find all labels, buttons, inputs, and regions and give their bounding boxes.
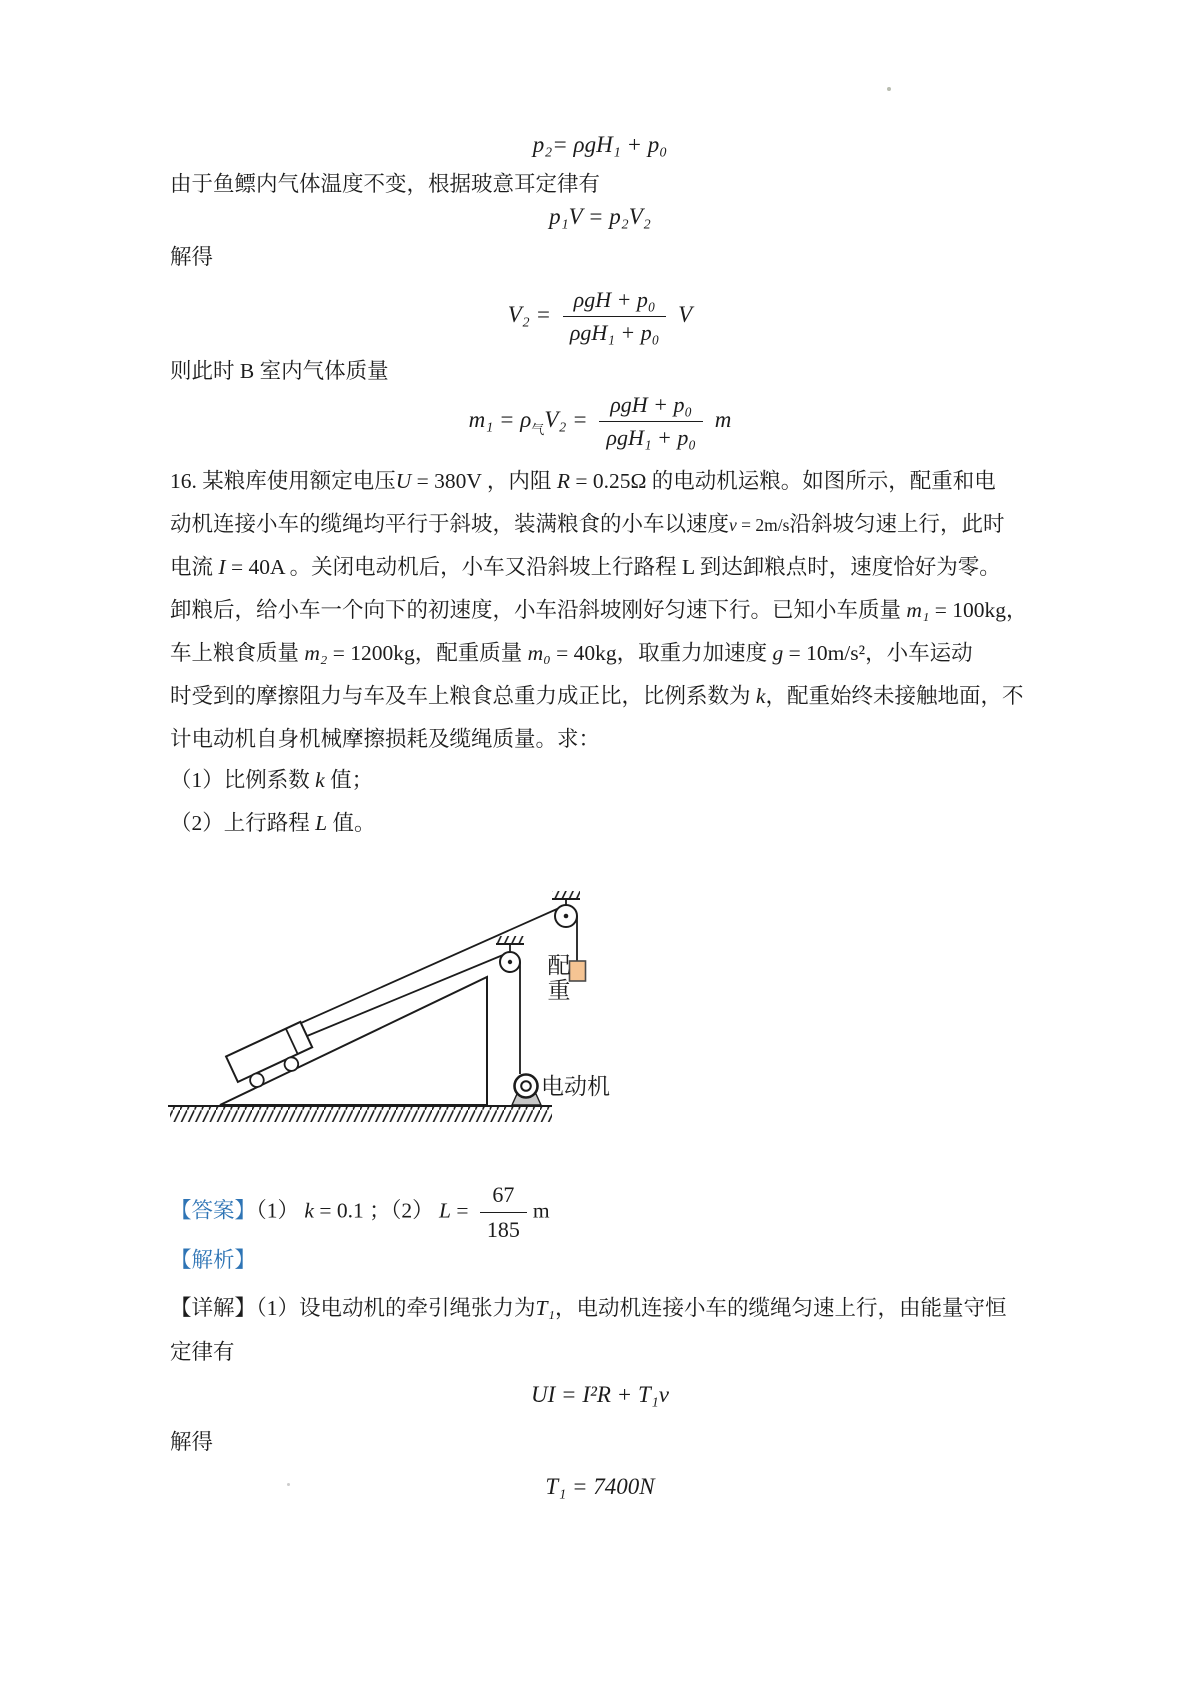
counterweight-label: 配重 <box>544 953 570 1003</box>
solve-label-1: 解得 <box>170 245 214 269</box>
motor <box>512 1075 541 1106</box>
problem-16-line: 车上粮食质量 m₂ = 1200kg，配重质量 m₀ = 40kg，取重力加速度 g = 10m/s²，小车运动 <box>170 641 973 665</box>
question-2: （2）上行路程 L 值。 <box>170 811 376 835</box>
formula-m1-fraction <box>599 391 703 452</box>
ground <box>168 1106 552 1122</box>
rope-to-counterweight <box>301 905 566 1023</box>
cart-body <box>226 1022 312 1082</box>
formula-t1: T₁ = 7400N <box>545 1474 655 1499</box>
formula-v2 <box>170 286 1030 347</box>
detail-line-2: 定律有 <box>170 1340 235 1364</box>
formula-v2-lhs: V₂ = <box>507 301 557 327</box>
problem-16-line: 电流 I = 40A 。关闭电动机后，小车又沿斜坡上行路程 L 到达卸粮点时，速度恰好为零。 <box>170 555 1001 579</box>
incline-pulley-motor-diagram <box>150 835 650 1130</box>
formula-m1-lhs2: V₂ = <box>544 406 594 432</box>
formula-m1 <box>170 391 1030 452</box>
formula-energy: UI = I²R + T₁v <box>531 1382 669 1407</box>
problem-16-line: 时受到的摩擦阻力与车及车上粮食总重力成正比，比例系数为 k，配重始终未接触地面，不 <box>170 684 1024 708</box>
problem-16-line: 动机连接小车的缆绳均平行于斜坡，装满粮食的小车以速度v = 2m/s沿斜坡匀速上行，此时 <box>170 512 1005 536</box>
formula-v2-fraction <box>563 286 667 347</box>
scan-artifact-dot <box>887 87 891 91</box>
motor-label: 电动机 <box>541 1074 610 1099</box>
formula-m1-rhs: m <box>708 406 732 432</box>
answer-text: （1） k = 0.1 ；（2） L = <box>256 1198 474 1223</box>
formula-boyle: p₁V = p₂V₂ <box>549 204 651 229</box>
answer-unit: m <box>532 1198 550 1223</box>
fraction-denominator: 185 <box>486 1217 520 1242</box>
problem-16-statement <box>170 460 1050 761</box>
answer-line <box>170 1180 1050 1245</box>
problem-16-line: 卸粮后，给小车一个向下的初速度，小车沿斜坡刚好匀速下行。已知小车质量 m₁ = 100kg， <box>170 598 1028 622</box>
motor-inner-ring <box>521 1081 531 1091</box>
fraction-numerator: ρgH + p₀ <box>599 391 703 422</box>
problem-16-line: 16. 某粮库使用额定电压U = 380V ，内阻 R = 0.25Ω 的电动机运粮。如图所示，配重和电 <box>170 469 996 493</box>
analysis-tag: 【解析】 <box>170 1248 257 1272</box>
fraction-denominator: ρgH₁ + p₀ <box>569 320 660 345</box>
formula-m1-lhs: m₁ = ρ <box>468 406 532 432</box>
solve-label-2: 解得 <box>170 1430 214 1454</box>
answer-tag: 【答案】 <box>170 1198 257 1223</box>
fraction-numerator: 67 <box>480 1180 527 1213</box>
counterweight-block <box>570 961 586 981</box>
fraction-numerator: ρgH + p₀ <box>563 286 667 317</box>
formula-v2-rhs: V <box>672 301 693 327</box>
formula-p2: p₂= ρgH₁ + p₀ <box>532 132 668 157</box>
grain-cart <box>226 1022 318 1094</box>
fraction-denominator: ρgH₁ + p₀ <box>606 425 696 450</box>
problem-16-line: 计电动机自身机械摩擦损耗及缆绳质量。求： <box>170 727 601 751</box>
answer-fraction <box>480 1180 527 1245</box>
detail-line-1: 【详解】（1）设电动机的牵引绳张力为T₁，电动机连接小车的缆绳匀速上行，由能量守恒 <box>170 1296 1007 1320</box>
rho-gas-subscript: 气 <box>531 421 545 437</box>
rope-to-motor <box>307 955 503 1036</box>
question-1: （1）比例系数 k 值； <box>170 768 374 792</box>
gas-mass-intro: 则此时 B 室内气体质量 <box>170 359 389 383</box>
boyle-law-intro: 由于鱼鳔内气体温度不变，根据玻意耳定律有 <box>170 172 601 196</box>
